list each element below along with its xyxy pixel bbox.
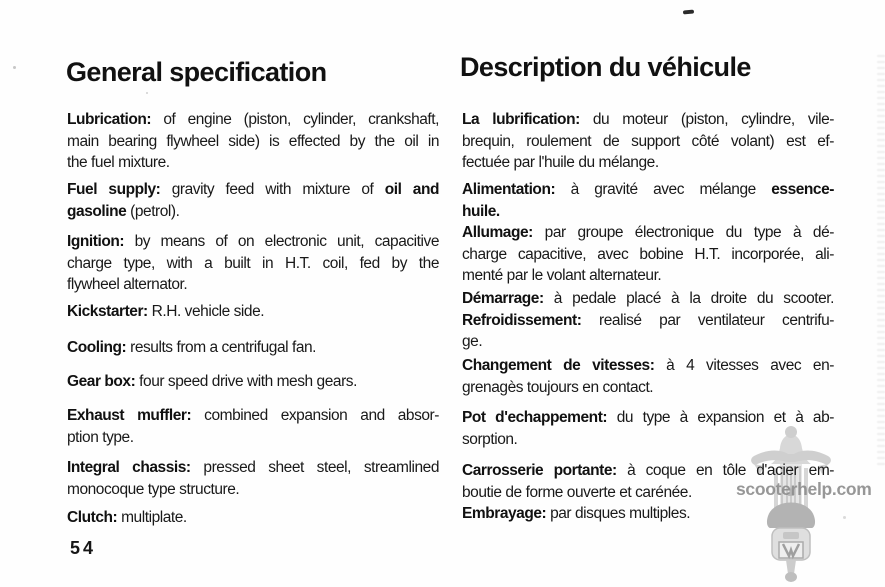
- desc-paragraph-changement-vitesses: [462, 355, 834, 398]
- text-line: Kickstarter: R.H. vehicle side.: [67, 303, 265, 320]
- scan-speck: [843, 516, 846, 519]
- text-line: La lubrification: du moteur (piston, cylindre, vile-: [462, 111, 834, 128]
- scan-speck: [146, 92, 148, 94]
- desc-paragraph-carrosserie-embrayage: [462, 460, 834, 525]
- spec-paragraph-exhaust-muffler: [67, 405, 439, 448]
- desc-paragraph-lubrification: [462, 109, 834, 174]
- text-line: Changement de vitesses: à 4 vitesses avec en-: [462, 357, 834, 374]
- text-line: Alimentation: à gravité avec mélange essence-: [462, 181, 834, 198]
- text-line: Carrosserie portante: à coque en tôle d'acier em-: [462, 462, 834, 479]
- page-number: 54: [70, 538, 97, 558]
- text-line: Pot d'echappement: du type à expansion et à ab-: [462, 409, 834, 426]
- text-line: Embrayage: par disques multiples.: [462, 505, 691, 522]
- text-line: charge type, with a built in H.T. coil, fed by the: [67, 254, 439, 272]
- text-line: Clutch: multiplate.: [67, 509, 187, 526]
- right-column-title: Description du véhicule: [460, 52, 751, 82]
- text-line: Allumage: par groupe électronique du type à dé-: [462, 224, 834, 241]
- desc-paragraph-demarrage-refroidissement: [462, 288, 834, 353]
- spec-paragraph-clutch: [67, 507, 439, 529]
- text-line: huile.: [462, 202, 500, 220]
- text-line: Cooling: results from a centrifugal fan.: [67, 339, 317, 356]
- spec-paragraph-kickstarter: [67, 301, 439, 323]
- text-line: flywheel alternator.: [67, 276, 188, 293]
- text-line: Fuel supply: gravity feed with mixture of oil and: [67, 181, 440, 198]
- spec-paragraph-gear-box: [67, 371, 439, 393]
- text-line: menté par le volant alternateur.: [462, 267, 662, 284]
- text-line: sorption.: [462, 430, 518, 448]
- watermark-text: scooterhelp.com: [736, 479, 872, 499]
- desc-paragraph-alimentation-allumage: [462, 179, 834, 287]
- left-column-title: General specification: [66, 57, 327, 87]
- text-line: the fuel mixture.: [67, 154, 170, 171]
- spec-paragraph-fuel-supply: [67, 179, 439, 222]
- text-line: monocoque type structure.: [67, 480, 240, 498]
- text-line: Lubrication: of engine (piston, cylinder, crankshaft,: [67, 111, 439, 128]
- text-line: main bearing flywheel side) is effected by the oil in: [67, 132, 439, 150]
- spec-paragraph-ignition: [67, 231, 439, 296]
- text-line: boutie de forme ouverte et carénée.: [462, 483, 692, 501]
- text-line: fectuée par l'huile du mélange.: [462, 154, 659, 171]
- text-line: Exhaust muffler: combined expansion and absor-: [67, 407, 439, 424]
- text-line: ge.: [462, 333, 483, 350]
- desc-paragraph-pot-echappement: [462, 407, 834, 450]
- text-line: Démarrage: à pedale placé à la droite du scooter.: [462, 290, 834, 307]
- scan-mark-dash: [683, 10, 694, 15]
- text-line: Refroidissement: realisé par ventilateur centrifu-: [462, 311, 834, 329]
- scan-speck: [13, 66, 16, 69]
- spec-paragraph-lubrication: [67, 109, 439, 174]
- text-line: grenagès toujours en contact.: [462, 378, 654, 396]
- text-line: Integral chassis: pressed sheet steel, streamlined: [67, 459, 439, 476]
- text-line: brequin, roulement de support côté volant) est ef-: [462, 132, 834, 150]
- text-line: ption type.: [67, 428, 134, 446]
- text-line: charge capacitive, avec bobine H.T. incorporée, ali-: [462, 245, 834, 263]
- spec-paragraph-integral-chassis: [67, 457, 439, 500]
- page-edge-bleed: [877, 55, 885, 465]
- text-line: Ignition: by means of on electronic unit, capacitive: [67, 233, 439, 250]
- text-line: gasoline (petrol).: [67, 202, 180, 220]
- text-line: Gear box: four speed drive with mesh gears.: [67, 373, 357, 390]
- spec-paragraph-cooling: [67, 337, 439, 359]
